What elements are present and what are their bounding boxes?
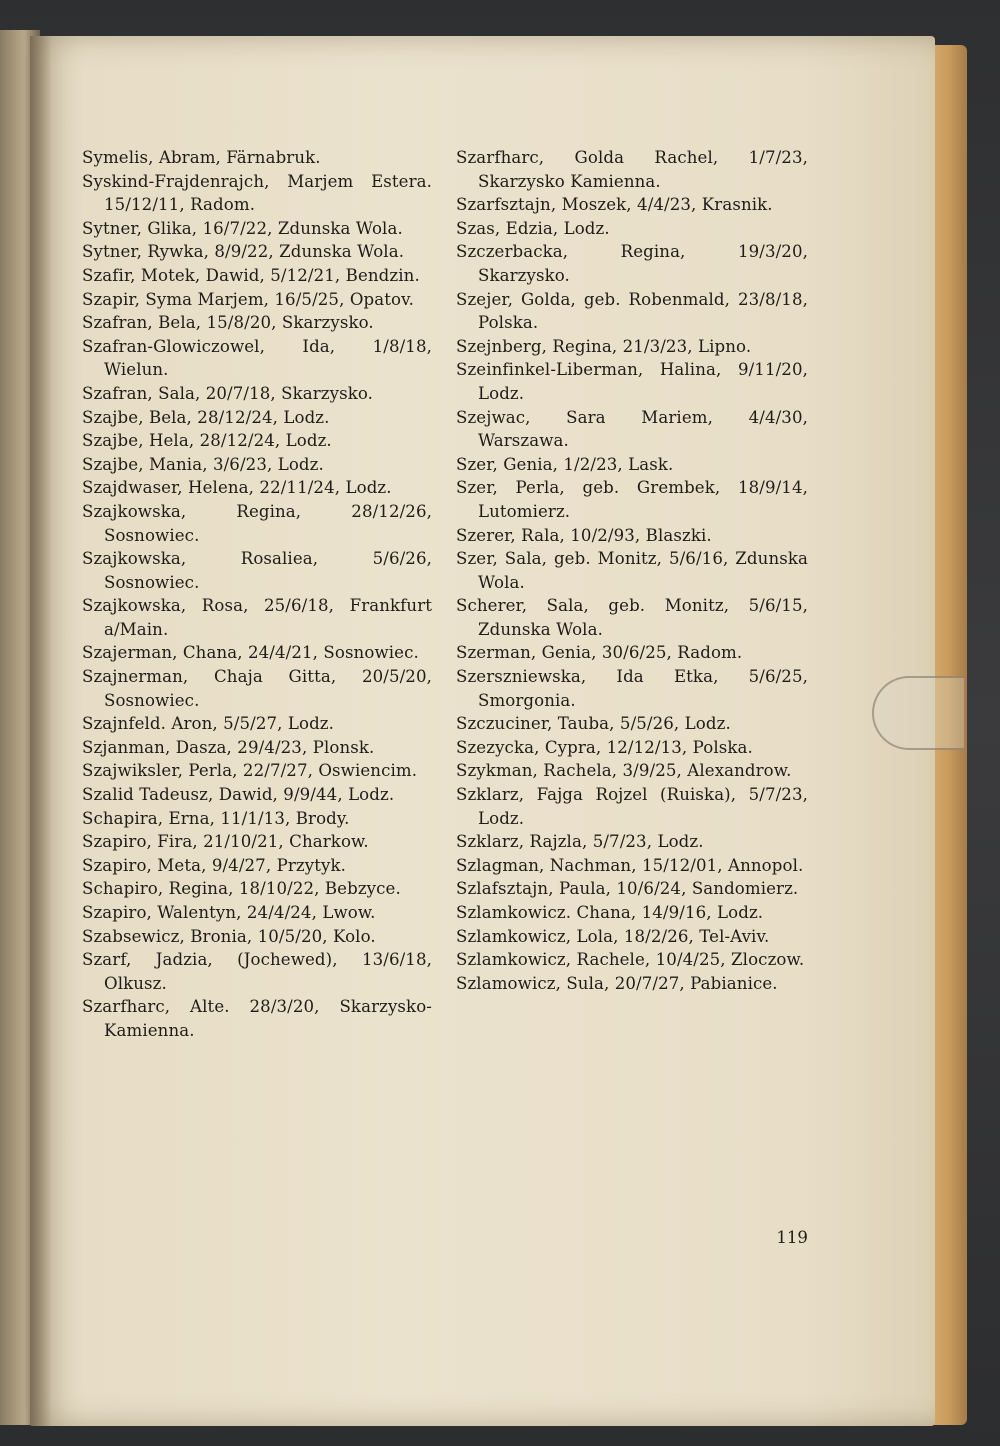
name-entry: Sytner, Rywka, 8/9/22, Zdunska Wola.	[82, 242, 405, 262]
name-entry: Szczerbacka, Regina, 19/3/20, Skarzysko.	[456, 242, 808, 285]
name-entry: Symelis, Abram, Färnabruk.	[82, 148, 321, 167]
name-entry: Szer, Perla, geb. Grembek, 18/9/14, Lutomierz.	[456, 478, 808, 521]
name-entry: Syskind-Frajdenrajch, Marjem Estera. 15/12/11, Radom.	[82, 171, 432, 215]
name-entry: Szalid Tadeusz, Dawid, 9/9/44, Lodz.	[82, 785, 395, 805]
name-entry: Szapiro, Fira, 21/10/21, Charkow.	[82, 832, 369, 852]
name-entry: Szafran-Glowiczowel, Ida, 1/8/18, Wielun.	[82, 336, 432, 380]
name-entry: Schapira, Erna, 11/1/13, Brody.	[82, 808, 350, 828]
name-entry: Szklarz, Fajga Rojzel (Ruiska), 5/7/23, Lodz.	[456, 785, 808, 828]
name-entry: Szejwac, Sara Mariem, 4/4/30, Warszawa.	[456, 407, 808, 451]
name-entry: Szeinfinkel-Liberman, Halina, 9/11/20, Lodz.	[456, 360, 808, 403]
name-entry: Szarfsztajn, Moszek, 4/4/23, Krasnik.	[456, 195, 773, 215]
name-entry: Szajkowska, Rosa, 25/6/18, Frankfurt a/Main.	[82, 596, 432, 639]
right-name-column	[456, 146, 808, 995]
name-entry: Szapiro, Meta, 9/4/27, Przytyk.	[82, 855, 346, 875]
name-entry: Scherer, Sala, geb. Monitz, 5/6/15, Zdunska Wola.	[456, 596, 808, 639]
name-entry: Szajkowska, Regina, 28/12/26, Sosnowiec.	[82, 501, 432, 545]
name-entry: Szerer, Rala, 10/2/93, Blaszki.	[456, 525, 712, 545]
name-entry: Szajerman, Chana, 24/4/21, Sosnowiec.	[82, 643, 419, 663]
name-entry: Szarf, Jadzia, (Jochewed), 13/6/18, Olkusz.	[82, 950, 432, 993]
name-entry: Szejer, Golda, geb. Robenmald, 23/8/18, Polska.	[456, 289, 808, 333]
name-entry: Szerszniewska, Ida Etka, 5/6/25, Smorgonia.	[456, 667, 808, 710]
name-entry: Szajkowska, Rosaliea, 5/6/26, Sosnowiec.	[82, 549, 432, 592]
name-entry: Szlamkowicz. Chana, 14/9/16, Lodz.	[456, 903, 764, 922]
name-entry: Szejnberg, Regina, 21/3/23, Lipno.	[456, 336, 752, 356]
name-entry: Szafir, Motek, Dawid, 5/12/21, Bendzin.	[82, 265, 420, 285]
name-entry: Szas, Edzia, Lodz.	[456, 218, 610, 238]
name-entry: Schapiro, Regina, 18/10/22, Bebzyce.	[82, 879, 401, 899]
name-entry: Szapiro, Walentyn, 24/4/24, Lwow.	[82, 903, 376, 922]
left-name-column	[82, 146, 432, 1043]
name-entry: Szafran, Sala, 20/7/18, Skarzysko.	[82, 383, 374, 403]
name-entry: Szlagman, Nachman, 15/12/01, Annopol.	[456, 855, 804, 875]
name-entry: Szer, Genia, 1/2/23, Lask.	[456, 454, 674, 474]
name-entry: Szjanman, Dasza, 29/4/23, Plonsk.	[82, 737, 375, 757]
name-entry: Szarfharc, Golda Rachel, 1/7/23, Skarzysko Kamienna.	[456, 148, 808, 191]
name-entry: Szajbe, Hela, 28/12/24, Lodz.	[82, 431, 332, 451]
name-entry: Szlafsztajn, Paula, 10/6/24, Sandomierz.	[456, 879, 799, 899]
gutter-shadow	[30, 36, 52, 1426]
name-entry: Szafran, Bela, 15/8/20, Skarzysko.	[82, 313, 374, 333]
name-entry: Szykman, Rachela, 3/9/25, Alexandrow.	[456, 761, 792, 781]
name-entry: Sytner, Glika, 16/7/22, Zdunska Wola.	[82, 218, 403, 238]
name-entry: Szezycka, Cypra, 12/12/13, Polska.	[456, 737, 753, 757]
name-entry: Szlamkowicz, Lola, 18/2/26, Tel-Aviv.	[456, 926, 770, 946]
name-entry: Szczuciner, Tauba, 5/5/26, Lodz.	[456, 714, 731, 734]
name-entry: Szajwiksler, Perla, 22/7/27, Oswiencim.	[82, 761, 418, 781]
name-entry: Szajdwaser, Helena, 22/11/24, Lodz.	[82, 478, 392, 498]
plastic-tab-clip	[872, 676, 964, 750]
name-entry: Szajnfeld. Aron, 5/5/27, Lodz.	[82, 714, 335, 734]
name-entry: Szarfharc, Alte. 28/3/20, Skarzysko-Kamienna.	[82, 997, 432, 1040]
name-entry: Szapir, Syma Marjem, 16/5/25, Opatov.	[82, 289, 414, 309]
name-entry: Szajbe, Mania, 3/6/23, Lodz.	[82, 454, 324, 474]
name-entry: Szlamkowicz, Rachele, 10/4/25, Zloczow.	[456, 950, 805, 970]
name-entry: Szer, Sala, geb. Monitz, 5/6/16, Zdunska Wola.	[456, 549, 808, 592]
name-entry: Szabsewicz, Bronia, 10/5/20, Kolo.	[82, 926, 376, 946]
name-entry: Szklarz, Rajzla, 5/7/23, Lodz.	[456, 832, 704, 852]
name-entry: Szerman, Genia, 30/6/25, Radom.	[456, 643, 743, 663]
name-entry: Szajnerman, Chaja Gitta, 20/5/20, Sosnowiec.	[82, 667, 432, 710]
name-entry: Szlamowicz, Sula, 20/7/27, Pabianice.	[456, 973, 778, 993]
name-entry: Szajbe, Bela, 28/12/24, Lodz.	[82, 407, 330, 427]
page-number: 119	[776, 1228, 808, 1247]
